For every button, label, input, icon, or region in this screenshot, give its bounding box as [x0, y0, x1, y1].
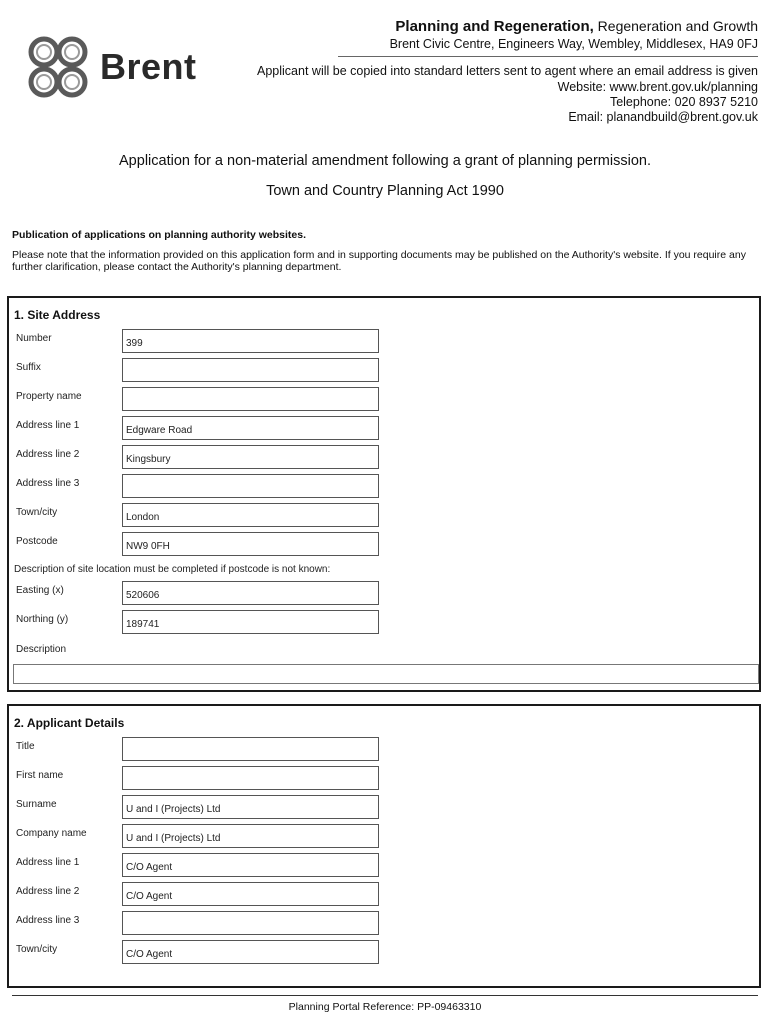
- header-divider: [338, 56, 758, 57]
- field-label-first-name: First name: [16, 770, 64, 781]
- division-name: Regeneration and Growth: [597, 18, 758, 34]
- location-note: Description of site location must be completed if postcode is not known:: [14, 564, 331, 575]
- brent-logo: [24, 34, 214, 102]
- agent-copy-note: Applicant will be copied into standard letters sent to agent where an email address is given: [257, 64, 758, 78]
- easting-field[interactable]: [122, 581, 379, 605]
- telephone-text: Telephone: 020 8937 5210: [609, 95, 758, 109]
- field-label-address-line-3: Address line 3: [16, 478, 80, 489]
- field-label-address-line-3: Address line 3: [16, 915, 80, 926]
- document-subtitle: Town and Country Planning Act 1990: [266, 183, 504, 199]
- address-line-2-field[interactable]: [122, 445, 379, 469]
- email-text: Email: planandbuild@brent.gov.uk: [568, 110, 758, 124]
- town-city-field[interactable]: [122, 503, 379, 527]
- field-label-easting: Easting (x): [16, 585, 64, 596]
- field-label-address-line-1: Address line 1: [16, 857, 80, 868]
- field-label-number: Number: [16, 333, 52, 344]
- brent-logo-icon: [24, 34, 94, 102]
- applicant-address-line-1-field[interactable]: [122, 853, 379, 877]
- field-label-company-name: Company name: [16, 828, 87, 839]
- property-name-field[interactable]: [122, 387, 379, 411]
- portal-reference: Planning Portal Reference: PP-09463310: [288, 1001, 482, 1013]
- field-label-address-line-2: Address line 2: [16, 449, 80, 460]
- field-label-postcode: Postcode: [16, 536, 58, 547]
- field-label-town-city: Town/city: [16, 507, 58, 518]
- department-heading: [395, 18, 758, 35]
- title-field[interactable]: [122, 737, 379, 761]
- council-address: Brent Civic Centre, Engineers Way, Wembley, Middlesex, HA9 0FJ: [389, 37, 758, 51]
- footer-divider: [12, 995, 758, 996]
- address-line-1-field[interactable]: [122, 416, 379, 440]
- site-address-section: [7, 296, 761, 692]
- publication-heading: Publication of applications on planning authority websites.: [12, 229, 307, 241]
- field-label-description: Description: [16, 644, 67, 655]
- address-line-3-field[interactable]: [122, 474, 379, 498]
- postcode-field[interactable]: [122, 532, 379, 556]
- section-title: 1. Site Address: [14, 308, 101, 322]
- section-title: 2. Applicant Details: [14, 716, 125, 730]
- surname-field[interactable]: [122, 795, 379, 819]
- company-name-field[interactable]: [122, 824, 379, 848]
- field-label-property-name: Property name: [16, 391, 82, 402]
- applicant-town-city-field[interactable]: [122, 940, 379, 964]
- description-field[interactable]: [13, 664, 759, 684]
- logo-wordmark: Brent: [100, 46, 197, 87]
- publication-notice: Please note that the information provided on this application form and in supporting documents may be published on the Authority's website. If you require any further clarification, please contact the Authority's planning department.: [12, 249, 746, 273]
- field-label-address-line-2: Address line 2: [16, 886, 80, 897]
- number-field[interactable]: [122, 329, 379, 353]
- suffix-field[interactable]: [122, 358, 379, 382]
- field-label-surname: Surname: [16, 799, 57, 810]
- applicant-address-line-2-field[interactable]: [122, 882, 379, 906]
- department-name: Planning and Regeneration,: [395, 18, 594, 35]
- applicant-details-section: [7, 704, 761, 988]
- field-label-suffix: Suffix: [16, 362, 41, 373]
- field-label-northing: Northing (y): [16, 614, 69, 625]
- northing-field[interactable]: [122, 610, 379, 634]
- first-name-field[interactable]: [122, 766, 379, 790]
- field-label-town-city: Town/city: [16, 944, 58, 955]
- website-text: Website: www.brent.gov.uk/planning: [557, 80, 758, 94]
- field-label-address-line-1: Address line 1: [16, 420, 80, 431]
- field-label-title: Title: [16, 741, 35, 752]
- document-title: Application for a non-material amendment following a grant of planning permission.: [119, 153, 651, 169]
- applicant-address-line-3-field[interactable]: [122, 911, 379, 935]
